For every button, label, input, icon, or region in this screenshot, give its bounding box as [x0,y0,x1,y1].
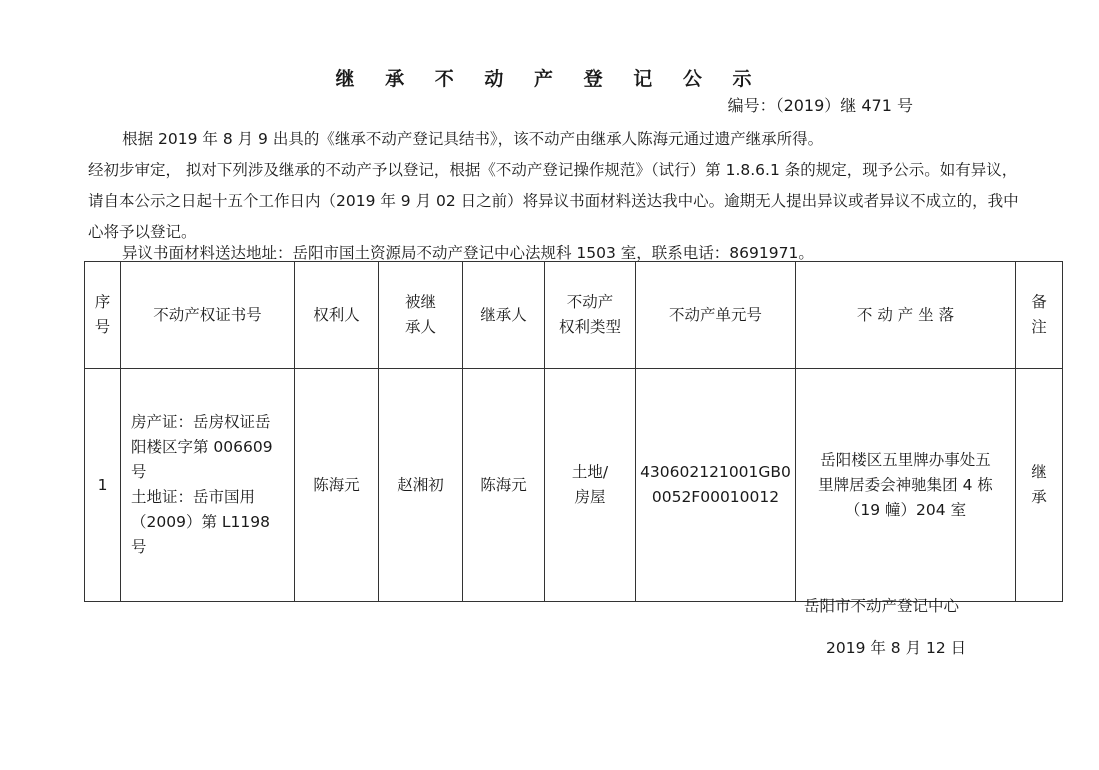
cell-unit-no: 430602121001GB0 0052F00010012 [636,369,796,602]
header-location: 不 动 产 坐 落 [796,262,1016,369]
cell-owner: 陈海元 [295,369,379,602]
cell-heir: 陈海元 [463,369,545,602]
header-owner: 权利人 [295,262,379,369]
cell-decedent: 赵湘初 [379,369,463,602]
header-remark: 备注 [1016,262,1063,369]
header-cert-no: 不动产权证书号 [121,262,295,369]
notice-body [88,124,1028,248]
cell-remark: 继承 [1016,369,1063,602]
header-seq: 序号 [85,262,121,369]
issuer-signature: 岳阳市不动产登记中心 [804,597,960,615]
objection-address: 异议书面材料送达地址：岳阳市国土资源局不动产登记中心法规科 1503 室，联系电话：8691971。 [122,244,814,262]
table-header-row [85,262,1063,369]
paragraph-2: 经初步审定， 拟对下列涉及继承的不动产予以登记，根据《不动产登记操作规范》（试行）第 1.8.6.1 条的规定，现予公示。如有异议，请自本公示之日起十五个工作日内（2019 年 9 月 02 日之前）将异议书面材料送达我中心。逾期无人提出异议或者异议不成立的，我中心将予以登记。 [88,161,1019,241]
cell-location: 岳阳楼区五里牌办事处五 里牌居委会神驰集团 4 栋 （19 幢）204 室 [796,369,1016,602]
header-decedent: 被继 承人 [379,262,463,369]
document-title: 继 承 不 动 产 登 记 公 示 [335,68,764,90]
cell-cert-no: 房产证：岳房权证岳 阳楼区字第 006609 号 土地证：岳市国用 （2009）第 L1198 号 [121,369,295,602]
header-right-type: 不动产 权利类型 [545,262,636,369]
paragraph-1: 根据 2019 年 8 月 9 出具的《继承不动产登记具结书》，该不动产由继承人陈海元通过遗产继承所得。 [122,130,824,148]
cell-seq: 1 [85,369,121,602]
issue-date: 2019 年 8 月 12 日 [826,639,967,657]
header-heir: 继承人 [463,262,545,369]
table-row [85,369,1063,602]
document-number: 编号：（2019）继 471 号 [727,96,913,115]
header-unit-no: 不动产单元号 [636,262,796,369]
cell-right-type: 土地/ 房屋 [545,369,636,602]
registration-table [84,261,1063,602]
